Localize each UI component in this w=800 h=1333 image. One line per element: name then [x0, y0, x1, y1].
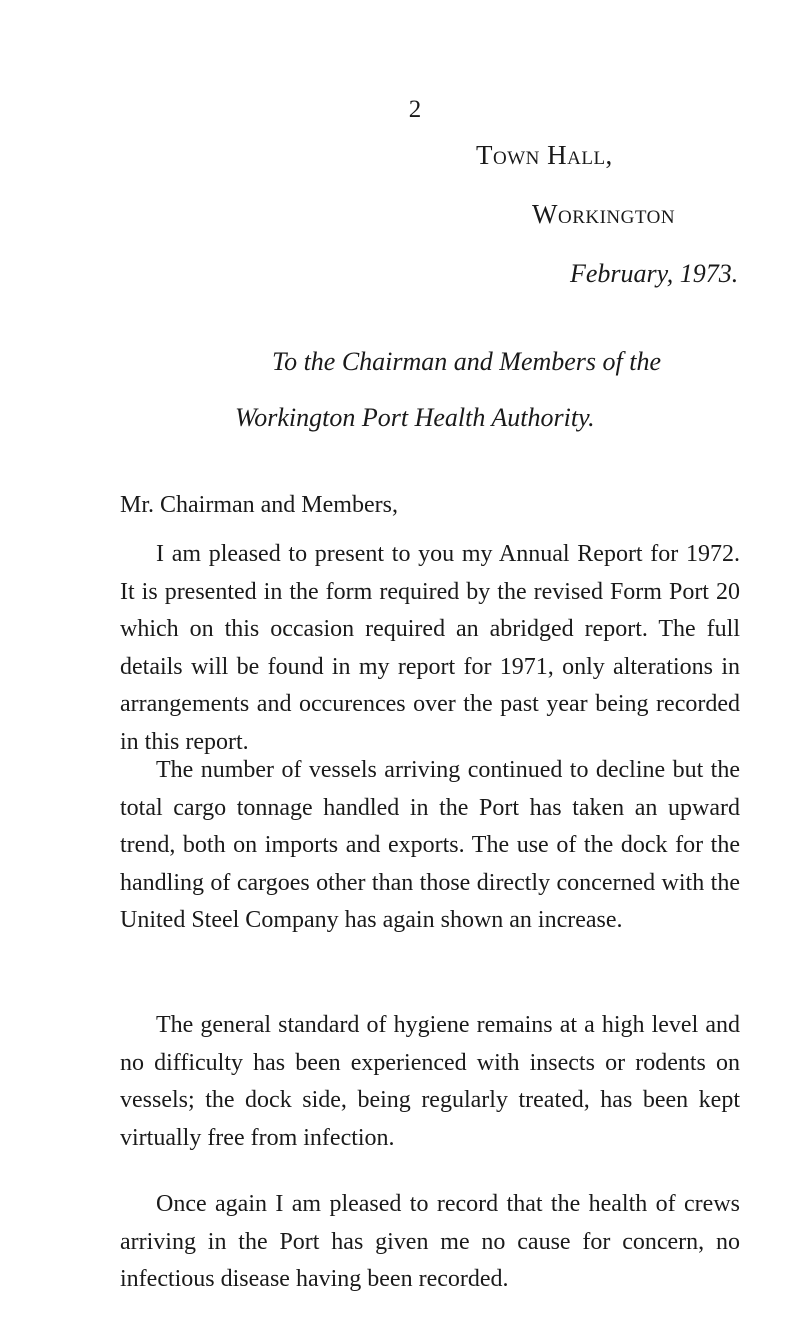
addressee-line-1: To the Chairman and Members of the	[272, 347, 662, 376]
sender-address-line-1: Town Hall,	[476, 140, 613, 170]
salutation: Mr. Chairman and Members,	[120, 492, 398, 518]
page-number: 2	[408, 96, 422, 123]
body-paragraph-3: The general standard of hygiene remains at a high level and no difficulty has been experienced with insects or rodents on vessels; the dock side, being regularly treated, has been kept virtually free from infection.	[120, 1012, 740, 1151]
letter-date: February, 1973.	[570, 259, 739, 288]
body-paragraph-1: I am pleased to present to you my Annual Report for 1972. It is presented in the form required by the revised Form Port 20 which on this occasion required an abridged report. The full details will be found in my report for 1971, only alterations in arrangements and occurences over the past year being recorded in this report.	[120, 541, 740, 755]
sender-address-line-2: Workington	[532, 199, 676, 229]
addressee-line-2: Workington Port Health Authority.	[235, 403, 595, 432]
body-paragraph-2: The number of vessels arriving continued to decline but the total cargo tonnage handled in the Port has taken an upward trend, both on imports and exports. The use of the dock for the handling of cargoes other than those directly concerned with the United Steel Company has again shown an increase.	[120, 757, 740, 934]
body-paragraph-4: Once again I am pleased to record that the health of crews arriving in the Port has given me no cause for concern, no infectious disease having been recorded.	[120, 1191, 740, 1293]
